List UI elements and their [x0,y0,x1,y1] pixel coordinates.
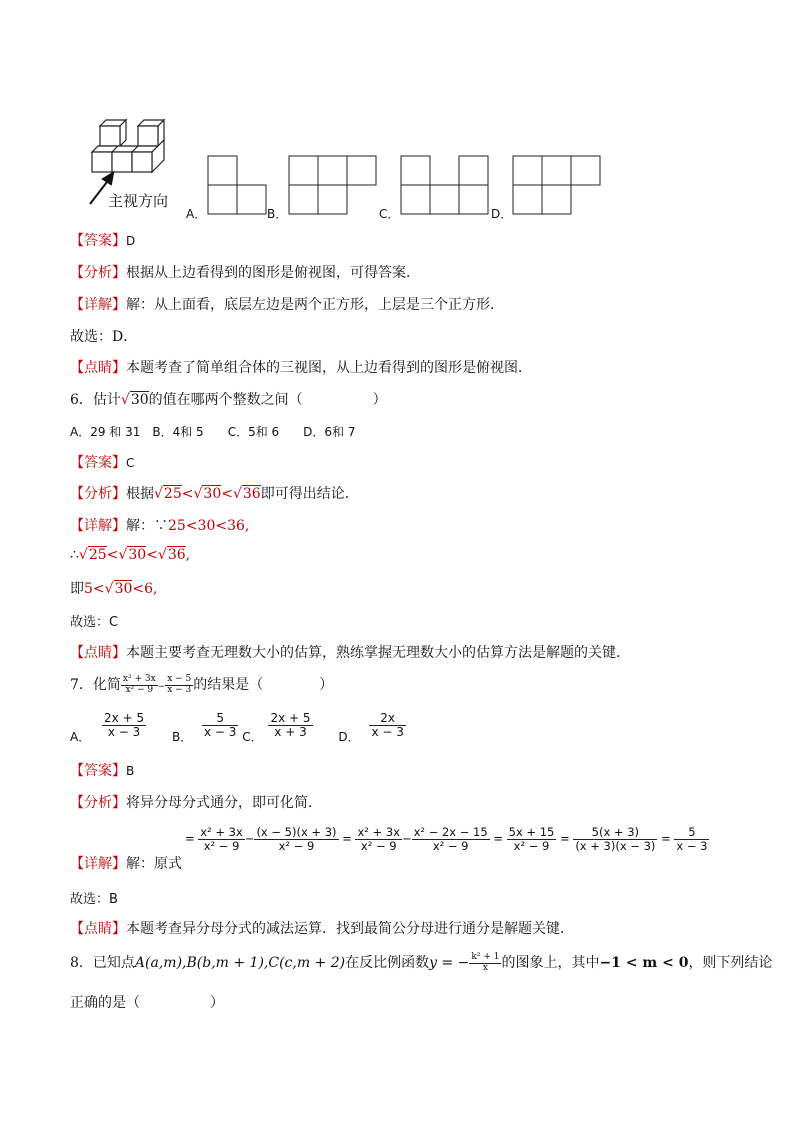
step-6-fraction [573,826,657,852]
less-than: < [106,547,119,563]
comment-text: 本题考查了简单组合体的三视图，从上边看得到的图形是俯视图． [126,360,532,376]
comment-text: 本题考查异分母分式的减法运算．找到最简公分母进行通分是解题关键． [126,921,574,937]
comment-text: 本题主要考查无理数大小的估算，熟练掌握无理数大小的估算方法是解题的关键． [126,645,630,661]
denominator: x − 3 [167,684,192,695]
step-2-fraction [254,826,338,852]
denominator: x + 3 [274,725,307,740]
expr-left: 5< [84,581,105,597]
q6-stem-post: 的值在哪两个整数之间（ ） [148,392,387,408]
stem-fraction-2 [165,675,193,696]
q6-detail-2: ∴√25<√30<√36, [70,547,191,563]
q8-stem-line2: 正确的是（ ） [70,995,224,1011]
expr-right: <6, [132,581,158,597]
numerator: x² − 2x − 15 [413,825,488,839]
detail-expr: 25<30<36, [168,518,250,534]
q7-analysis [70,792,322,812]
detail-pre: 解：∵ [126,518,168,534]
analysis-text: 根据从上边看得到的图形是俯视图，可得答案． [126,265,420,281]
option-a-drawing [208,156,266,214]
minus-sign: − [157,682,166,692]
analysis-text: 将异分母分式通分，即可化简． [126,795,322,811]
numerator: 2x + 5 [270,711,311,725]
radicand-25: 25 [88,547,107,563]
numerator: 2x + 5 [104,711,145,725]
denominator: x [482,962,488,973]
detail-tag: 【详解】 [70,856,126,872]
radicand-30: 30 [114,581,133,597]
cube-solid-drawing [92,120,164,172]
numerator: x² + 3x [200,825,243,839]
minus-sign: − [401,831,412,846]
q6-detail [70,515,249,535]
denominator: x − 3 [107,725,141,740]
option-c-fraction [268,712,312,739]
detail-tag: 【详解】 [70,518,126,534]
denominator: x² − 9 [432,838,469,853]
q8-points: A(a,m),B(b,m + 1),C(c,m + 2) [134,955,346,971]
q8-stem-c: 的图象上，其中 [501,955,600,971]
stem-fraction-1 [121,675,158,696]
numerator: 2x [369,712,405,726]
comment-tag: 【点睛】 [70,921,126,937]
q7-comment [70,918,574,938]
equals: = [560,831,570,846]
q6-choose: 故选：C [70,615,119,630]
q7-stem-post: 的结果是（ ） [193,677,334,693]
radicand-36: 36 [242,486,261,502]
numerator: 5(x + 3) [573,826,657,840]
equals: = [493,831,503,846]
option-b-drawing [289,156,376,214]
comma: , [185,547,191,563]
q5-answer [70,230,135,250]
q7-answer [70,760,134,780]
denominator: (x + 3)(x − 3) [575,838,656,853]
answer-value: D [126,234,136,248]
denominator: x² − 9 [125,684,154,695]
step-1-fraction [198,826,245,852]
q8-stem [70,952,772,973]
comment-tag: 【点睛】 [70,360,126,376]
q8-stem-b: 在反比例函数 [345,955,430,971]
less-than: < [221,486,233,502]
analysis-tag: 【分析】 [70,486,126,502]
q7-choose: 故选：B [70,892,118,907]
option-d-label: D． [491,207,513,221]
q5-choose: 故选：D． [70,329,138,345]
analysis-pre: 根据 [126,486,154,502]
option-a-fraction [102,712,146,739]
denominator: x − 3 [676,838,708,853]
numerator: x² + 3x [357,825,400,839]
q5-comment [70,357,532,377]
q6-radicand: 30 [130,392,149,408]
denominator: x² − 9 [278,838,315,853]
radicand-36: 36 [167,547,186,563]
answer-tag: 【答案】 [70,233,126,249]
option-b-label: B． [171,730,193,745]
option-b-fraction [202,712,238,739]
q6-detail-3: 即5<√30<6, [70,581,158,597]
numerator: x² + 3x [122,673,156,684]
denominator: x − 3 [371,725,404,740]
therefore-symbol: ∴ [70,547,79,563]
q7-options [70,712,406,745]
q7-stem [70,674,333,695]
equals: = [185,831,195,846]
q6-comment [70,642,630,662]
numerator: x − 5 [167,673,192,684]
q6-answer [70,452,134,472]
option-b-label: B． [267,207,288,221]
analysis-tag: 【分析】 [70,265,126,281]
minus-sign: − [244,831,255,846]
radicand-30: 30 [203,486,222,502]
denominator: x² − 9 [360,838,397,853]
step-7-fraction [674,826,709,852]
q6-stem-pre: 6．估计 [70,392,121,408]
step-4-fraction [412,826,490,852]
q7-derivation [185,826,709,852]
ji-text: 即 [70,581,84,597]
answer-value: C [126,456,135,470]
equals: = [342,831,352,846]
q6-options: A．29 和 31 B．4和 5 C．5和 6 D．6和 7 [70,425,356,439]
q8-condition: −1 < m < 0 [599,955,689,971]
numerator: 5 [202,712,238,726]
detail-tag: 【详解】 [70,297,126,313]
q7-stem-pre: 7．化简 [70,677,121,693]
q5-detail [70,294,504,314]
denominator: x² − 9 [513,838,550,853]
analysis-post: 即可得出结论． [260,486,359,502]
q8-fraction [469,953,501,974]
q7-detail [70,853,182,873]
option-c-drawing [401,156,488,214]
less-than: < [146,547,158,563]
detail-text: 解：原式 [126,856,182,872]
numerator: (x − 5)(x + 3) [256,825,337,839]
radicand-25: 25 [163,486,182,502]
option-d-drawing [513,156,600,214]
q8-function: y = − [429,955,470,971]
q6-stem: 6．估计√30的值在哪两个整数之间（ ） [70,392,387,408]
option-a-label: A． [186,207,207,221]
option-c-label: C． [242,730,263,745]
q8-stem-a: 8．已知点 [70,955,135,971]
q6-analysis: 【分析】根据√25<√30<√36即可得出结论． [70,486,359,502]
analysis-tag: 【分析】 [70,795,126,811]
less-than: < [181,486,194,502]
option-d-fraction [369,712,405,739]
step-3-fraction [355,826,402,852]
option-c-label: C． [379,207,400,221]
answer-value: B [126,764,135,778]
numerator: 5x + 15 [508,825,555,839]
detail-text: 解：从上面看，底层左边是两个正方形，上层是三个正方形． [126,297,504,313]
q5-analysis [70,262,420,282]
denominator: x² − 9 [203,838,240,853]
q8-stem-d: ，则下列结论 [688,955,773,971]
numerator: 5 [674,826,709,840]
equals: = [661,831,671,846]
option-a-label: A． [70,730,91,745]
numerator: k² + 1 [471,951,500,962]
radicand-30: 30 [128,547,147,563]
option-d-label: D． [338,730,360,745]
comment-tag: 【点睛】 [70,645,126,661]
answer-tag: 【答案】 [70,763,126,779]
step-5-fraction [507,826,557,852]
answer-tag: 【答案】 [70,455,126,471]
denominator: x − 3 [204,725,237,740]
view-direction-label: 主视方向 [108,192,169,210]
